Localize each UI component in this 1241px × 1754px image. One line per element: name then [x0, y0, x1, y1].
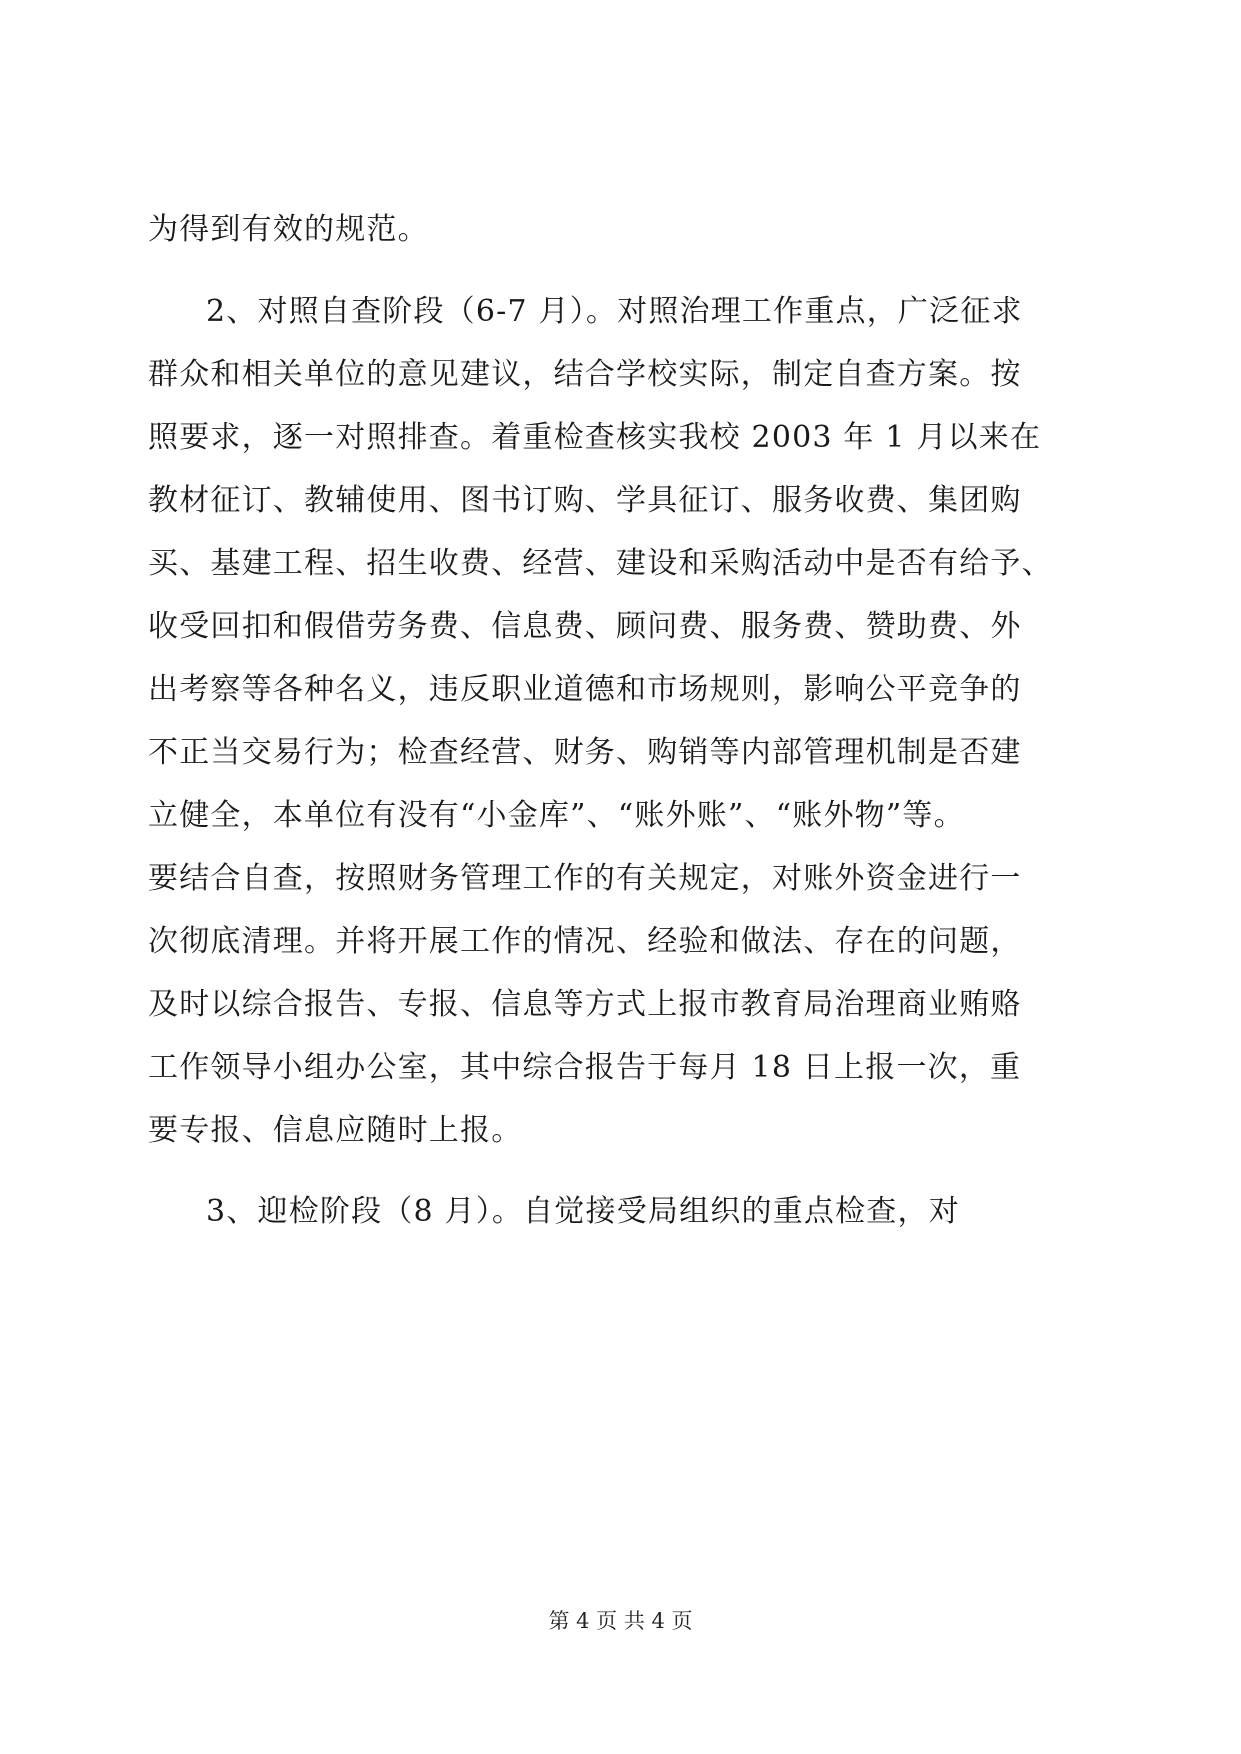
- paragraph-line: 次彻底清理。并将开展工作的情况、经验和做法、存在的问题，: [148, 924, 1022, 959]
- paragraph-line: 群众和相关单位的意见建议，结合学校实际，制定自查方案。按: [148, 357, 1022, 392]
- paragraph-line: 要专报、信息应随时上报。: [148, 1113, 523, 1148]
- page-footer: 第 4 页 共 4 页: [548, 1609, 693, 1633]
- paragraph-line: 出考察等各种名义，违反职业道德和市场规则，影响公平竞争的: [148, 672, 1022, 707]
- paragraph-line: 买、基建工程、招生收费、经营、建设和采购活动中是否有给予、: [148, 546, 1053, 581]
- paragraph-line: 工作领导小组办公室，其中综合报告于每月 18 日上报一次，重: [148, 1050, 1022, 1085]
- paragraph-line: 立健全，本单位有没有“小金库”、“账外账”、“账外物”等。: [148, 798, 965, 833]
- paragraph-line: 要结合自查，按照财务管理工作的有关规定，对账外资金进行一: [148, 861, 1022, 896]
- paragraph-line: 2、对照自查阶段（6-7 月）。对照治理工作重点，广泛征求: [206, 294, 1023, 329]
- paragraph-line: 照要求，逐一对照排查。着重检查核实我校 2003 年 1 月以来在: [148, 420, 1042, 455]
- paragraph-line: 3、迎检阶段（8 月）。自觉接受局组织的重点检查，对: [206, 1194, 960, 1229]
- paragraph-line: 收受回扣和假借劳务费、信息费、顾问费、服务费、赞助费、外: [148, 609, 1022, 644]
- paragraph-line: 为得到有效的规范。: [148, 212, 429, 247]
- paragraph-line: 教材征订、教辅使用、图书订购、学具征订、服务收费、集团购: [148, 483, 1022, 518]
- paragraph-line: 及时以综合报告、专报、信息等方式上报市教育局治理商业贿赂: [148, 987, 1022, 1022]
- paragraph-line: 不正当交易行为；检查经营、财务、购销等内部管理机制是否建: [148, 735, 1022, 770]
